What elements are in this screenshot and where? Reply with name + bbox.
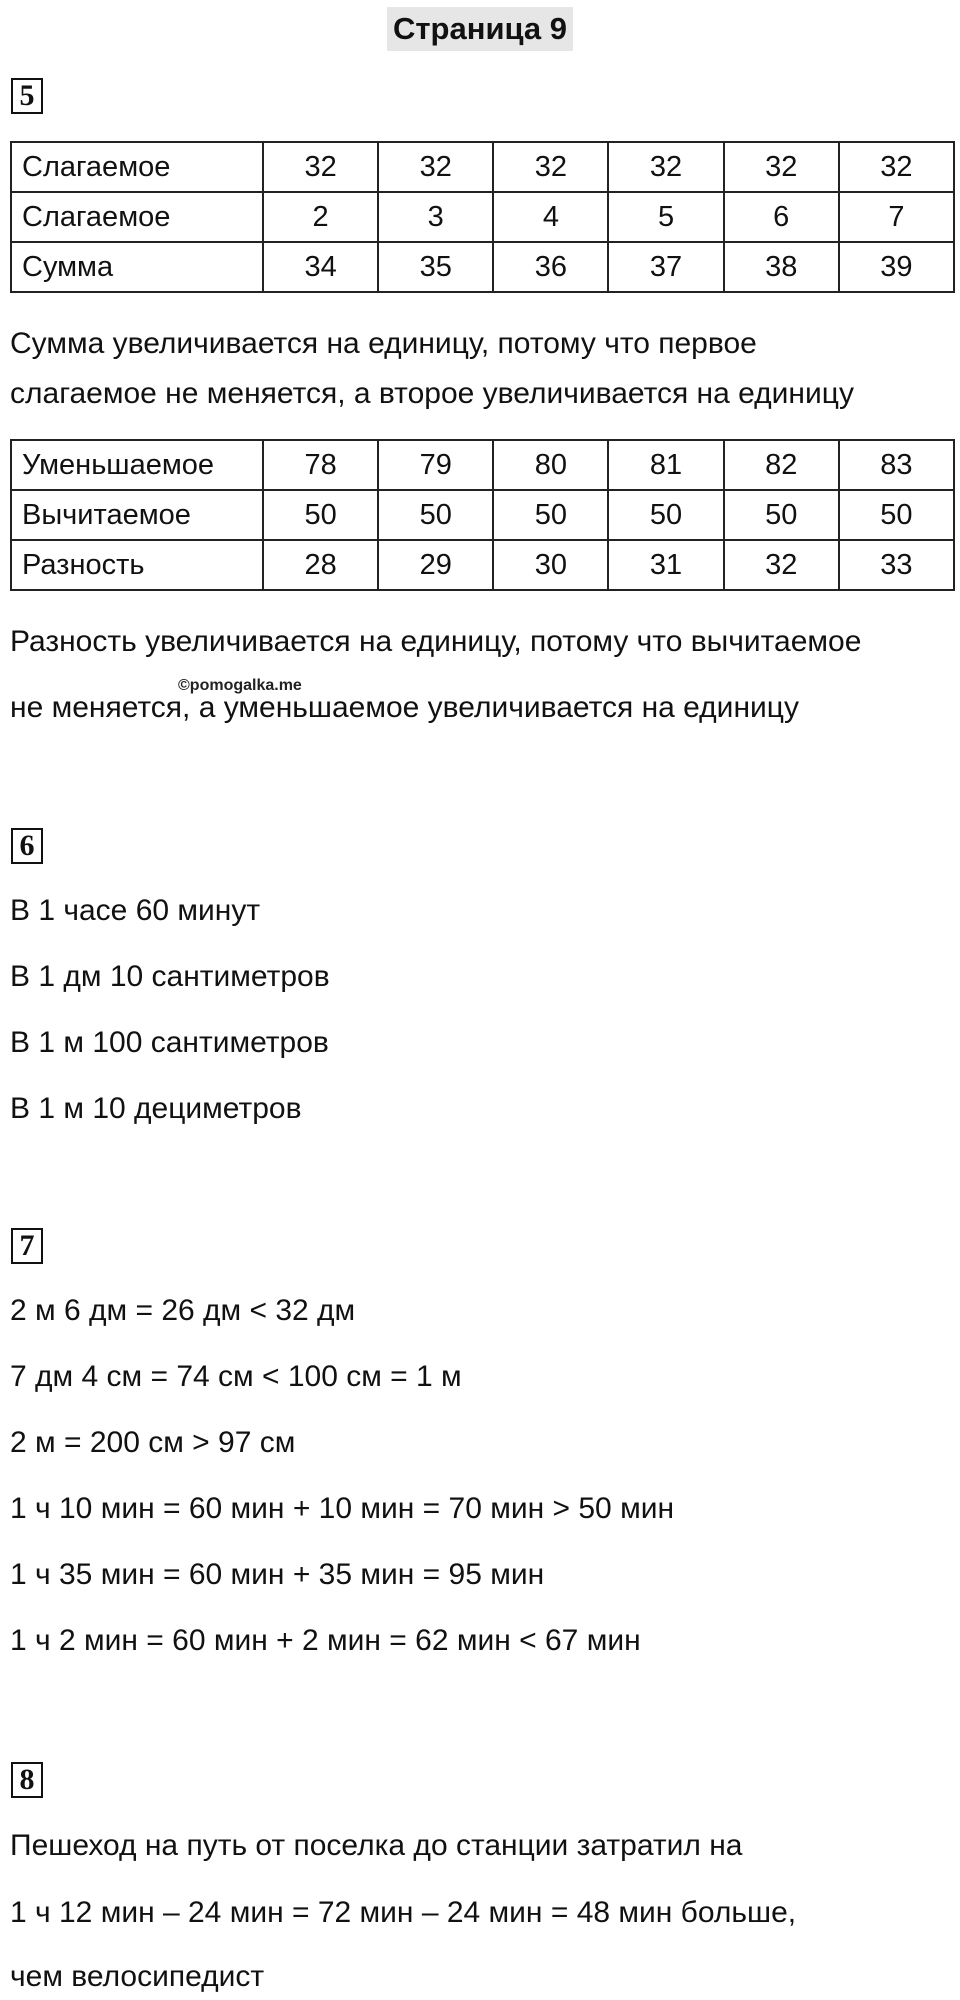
answer-line: В 1 м 10 дециметров <box>10 1092 302 1125</box>
answer-line: Пешеход на путь от поселка до станции затратил на <box>10 1829 743 1862</box>
table-cell: 78 <box>263 440 378 490</box>
table-cell: 31 <box>608 540 723 590</box>
comparison-line: 2 м 6 дм = 26 дм < 32 дм <box>10 1294 356 1327</box>
task-number-5: 5 <box>11 78 43 114</box>
table-cell: 6 <box>724 192 839 242</box>
task-number-7: 7 <box>11 1228 43 1264</box>
comparison-line: 1 ч 10 мин = 60 мин + 10 мин = 70 мин > 50 мин <box>10 1492 675 1525</box>
table-cell: 29 <box>378 540 493 590</box>
table-cell: 32 <box>493 142 608 192</box>
table-cell: 50 <box>608 490 723 540</box>
subtraction-table-body <box>11 440 954 590</box>
table-cell: 39 <box>839 242 954 292</box>
explanation-line: слагаемое не меняется, а второе увеличивается на единицу <box>10 377 854 410</box>
table-cell: 80 <box>493 440 608 490</box>
table-cell: 7 <box>839 192 954 242</box>
table-row <box>11 242 954 292</box>
table-cell: 37 <box>608 242 723 292</box>
comparison-line: 1 ч 35 мин = 60 мин + 35 мин = 95 мин <box>10 1558 545 1591</box>
table-cell: 32 <box>263 142 378 192</box>
table-cell: 79 <box>378 440 493 490</box>
table-cell: 32 <box>724 142 839 192</box>
answer-line: В 1 м 100 сантиметров <box>10 1026 329 1059</box>
table-cell: 35 <box>378 242 493 292</box>
subtraction-table <box>10 439 955 591</box>
table-cell: 4 <box>493 192 608 242</box>
table-cell: 32 <box>608 142 723 192</box>
table-cell: 32 <box>724 540 839 590</box>
row-label: Сумма <box>11 242 263 292</box>
page-title-text: Страница 9 <box>387 7 573 51</box>
explanation-line: Сумма увеличивается на единицу, потому что первое <box>10 327 757 360</box>
answer-line: В 1 часе 60 минут <box>10 894 261 927</box>
answer-line: 1 ч 12 мин – 24 мин = 72 мин – 24 мин = 48 мин больше, <box>10 1896 797 1929</box>
table-row <box>11 440 954 490</box>
table-cell: 38 <box>724 242 839 292</box>
comparison-line: 1 ч 2 мин = 60 мин + 2 мин = 62 мин < 67 мин <box>10 1624 641 1657</box>
table-cell: 32 <box>378 142 493 192</box>
table-cell: 33 <box>839 540 954 590</box>
table-cell: 50 <box>493 490 608 540</box>
table-cell: 2 <box>263 192 378 242</box>
table-cell: 5 <box>608 192 723 242</box>
task-number-8: 8 <box>11 1762 43 1798</box>
table-row <box>11 142 954 192</box>
table-row <box>11 490 954 540</box>
table-cell: 50 <box>724 490 839 540</box>
table-cell: 82 <box>724 440 839 490</box>
table-cell: 30 <box>493 540 608 590</box>
table-cell: 83 <box>839 440 954 490</box>
row-label: Разность <box>11 540 263 590</box>
row-label: Уменьшаемое <box>11 440 263 490</box>
comparison-line: 2 м = 200 см > 97 см <box>10 1426 296 1459</box>
table-row <box>11 192 954 242</box>
answer-line: чем велосипедист <box>10 1960 265 1993</box>
comparison-line: 7 дм 4 см = 74 см < 100 см = 1 м <box>10 1360 462 1393</box>
row-label: Вычитаемое <box>11 490 263 540</box>
row-label: Слагаемое <box>11 192 263 242</box>
table-cell: 81 <box>608 440 723 490</box>
table-cell: 50 <box>263 490 378 540</box>
answer-line: В 1 дм 10 сантиметров <box>10 960 330 993</box>
table-cell: 34 <box>263 242 378 292</box>
table-cell: 3 <box>378 192 493 242</box>
table-cell: 32 <box>839 142 954 192</box>
table-cell: 36 <box>493 242 608 292</box>
table-cell: 28 <box>263 540 378 590</box>
task-number-6: 6 <box>11 828 43 864</box>
explanation-line: Разность увеличивается на единицу, потому что вычитаемое <box>10 625 862 658</box>
table-row <box>11 540 954 590</box>
watermark: ©pomogalka.me <box>178 677 302 694</box>
addition-table <box>10 141 955 293</box>
explanation-line: не меняется, а уменьшаемое увеличивается на единицу <box>10 691 799 724</box>
table-cell: 50 <box>378 490 493 540</box>
table-cell: 50 <box>839 490 954 540</box>
addition-table-body <box>11 142 954 292</box>
page-title <box>0 7 960 51</box>
row-label: Слагаемое <box>11 142 263 192</box>
